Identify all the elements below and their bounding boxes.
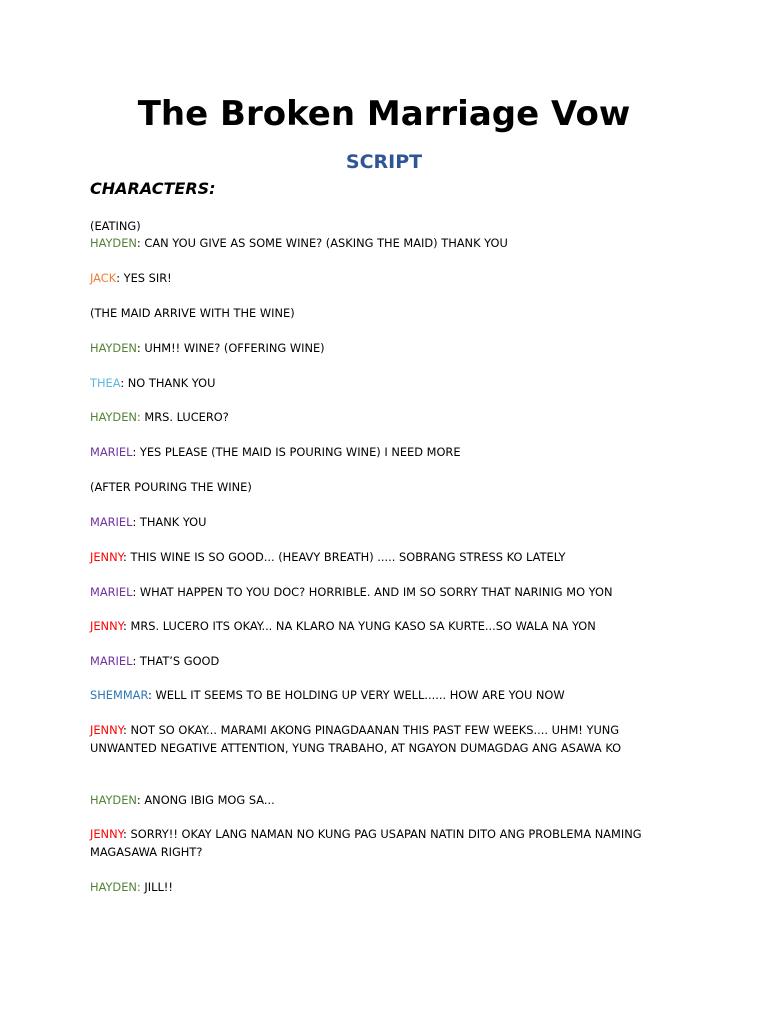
speaker-jenny: JENNY [90, 619, 124, 633]
line-text: (THE MAID ARRIVE WITH THE WINE) [90, 306, 295, 320]
document-subtitle: SCRIPT [345, 151, 423, 173]
speaker-jenny: JENNY [90, 723, 124, 737]
speaker-hayden: HAYDEN: [90, 410, 141, 424]
line-text: MRS. LUCERO? [140, 410, 229, 424]
script-line [90, 409, 680, 427]
script-line [90, 549, 680, 567]
document-title: The Broken Marriage Vow [137, 94, 631, 134]
speaker-hayden: HAYDEN [90, 341, 137, 355]
speaker-jenny: JENNY [90, 550, 124, 564]
line-text: : NOT SO OKAY... MARAMI AKONG PINAGDAANAN THIS PAST FEW WEEKS.... UHM! YUNG UNWANTED NEGATIVE ATTENTION, YUNG TRABAHO, AT NGAYON DUMAGDAG ANG ASAWA KO [90, 723, 622, 755]
script-line [90, 340, 680, 358]
speaker-jack: JACK [90, 271, 117, 285]
script-line [90, 584, 680, 602]
line-text: : YES PLEASE (THE MAID IS POURING WINE) I NEED MORE [132, 445, 461, 459]
script-line [90, 235, 680, 253]
script-line [90, 479, 680, 497]
line-text: : UHM!! WINE? (OFFERING WINE) [136, 341, 325, 355]
line-text: : SORRY!! OKAY LANG NAMAN NO KUNG PAG USAPAN NATIN DITO ANG PROBLEMA NAMING MAGASAWA RIGHT? [90, 827, 642, 859]
speaker-mariel: MARIEL [90, 515, 133, 529]
script-line [90, 270, 680, 288]
speaker-hayden: HAYDEN [90, 236, 137, 250]
speaker-hayden: HAYDEN: [90, 880, 141, 894]
script-line [90, 722, 680, 757]
speaker-shemmar: SHEMMAR [90, 688, 149, 702]
line-text: (EATING) [90, 219, 141, 233]
script-line [90, 618, 680, 636]
script-line [90, 375, 680, 393]
line-text: : THAT’S GOOD [132, 654, 220, 668]
script-line [90, 218, 680, 236]
speaker-hayden: HAYDEN [90, 793, 137, 807]
characters-heading: CHARACTERS: [90, 179, 216, 198]
line-text: JILL!! [140, 880, 173, 894]
line-text: : MRS. LUCERO ITS OKAY... NA KLARO NA YUNG KASO SA KURTE...SO WALA NA YON [123, 619, 596, 633]
line-text: : WELL IT SEEMS TO BE HOLDING UP VERY WELL...... HOW ARE YOU NOW [148, 688, 565, 702]
script-line [90, 305, 680, 323]
script-line [90, 879, 680, 897]
line-text: : YES SIR! [116, 271, 172, 285]
speaker-mariel: MARIEL [90, 445, 133, 459]
script-line [90, 514, 680, 532]
speaker-mariel: MARIEL [90, 654, 133, 668]
script-line [90, 653, 680, 671]
script-line [90, 792, 680, 810]
line-text: : THANK YOU [132, 515, 207, 529]
line-text: : THIS WINE IS SO GOOD... (HEAVY BREATH) ..... SOBRANG STRESS KO LATELY [123, 550, 566, 564]
speaker-mariel: MARIEL [90, 585, 133, 599]
line-text: : WHAT HAPPEN TO YOU DOC? HORRIBLE. AND IM SO SORRY THAT NARINIG MO YON [132, 585, 613, 599]
line-text: : CAN YOU GIVE AS SOME WINE? (ASKING THE MAID) THANK YOU [136, 236, 508, 250]
speaker-thea: THEA [90, 376, 121, 390]
script-line [90, 687, 680, 705]
line-text: (AFTER POURING THE WINE) [90, 480, 252, 494]
line-text: : NO THANK YOU [120, 376, 216, 390]
speaker-jenny: JENNY [90, 827, 124, 841]
script-line [90, 444, 680, 462]
script-line [90, 826, 680, 861]
line-text: : ANONG IBIG MOG SA... [136, 793, 275, 807]
